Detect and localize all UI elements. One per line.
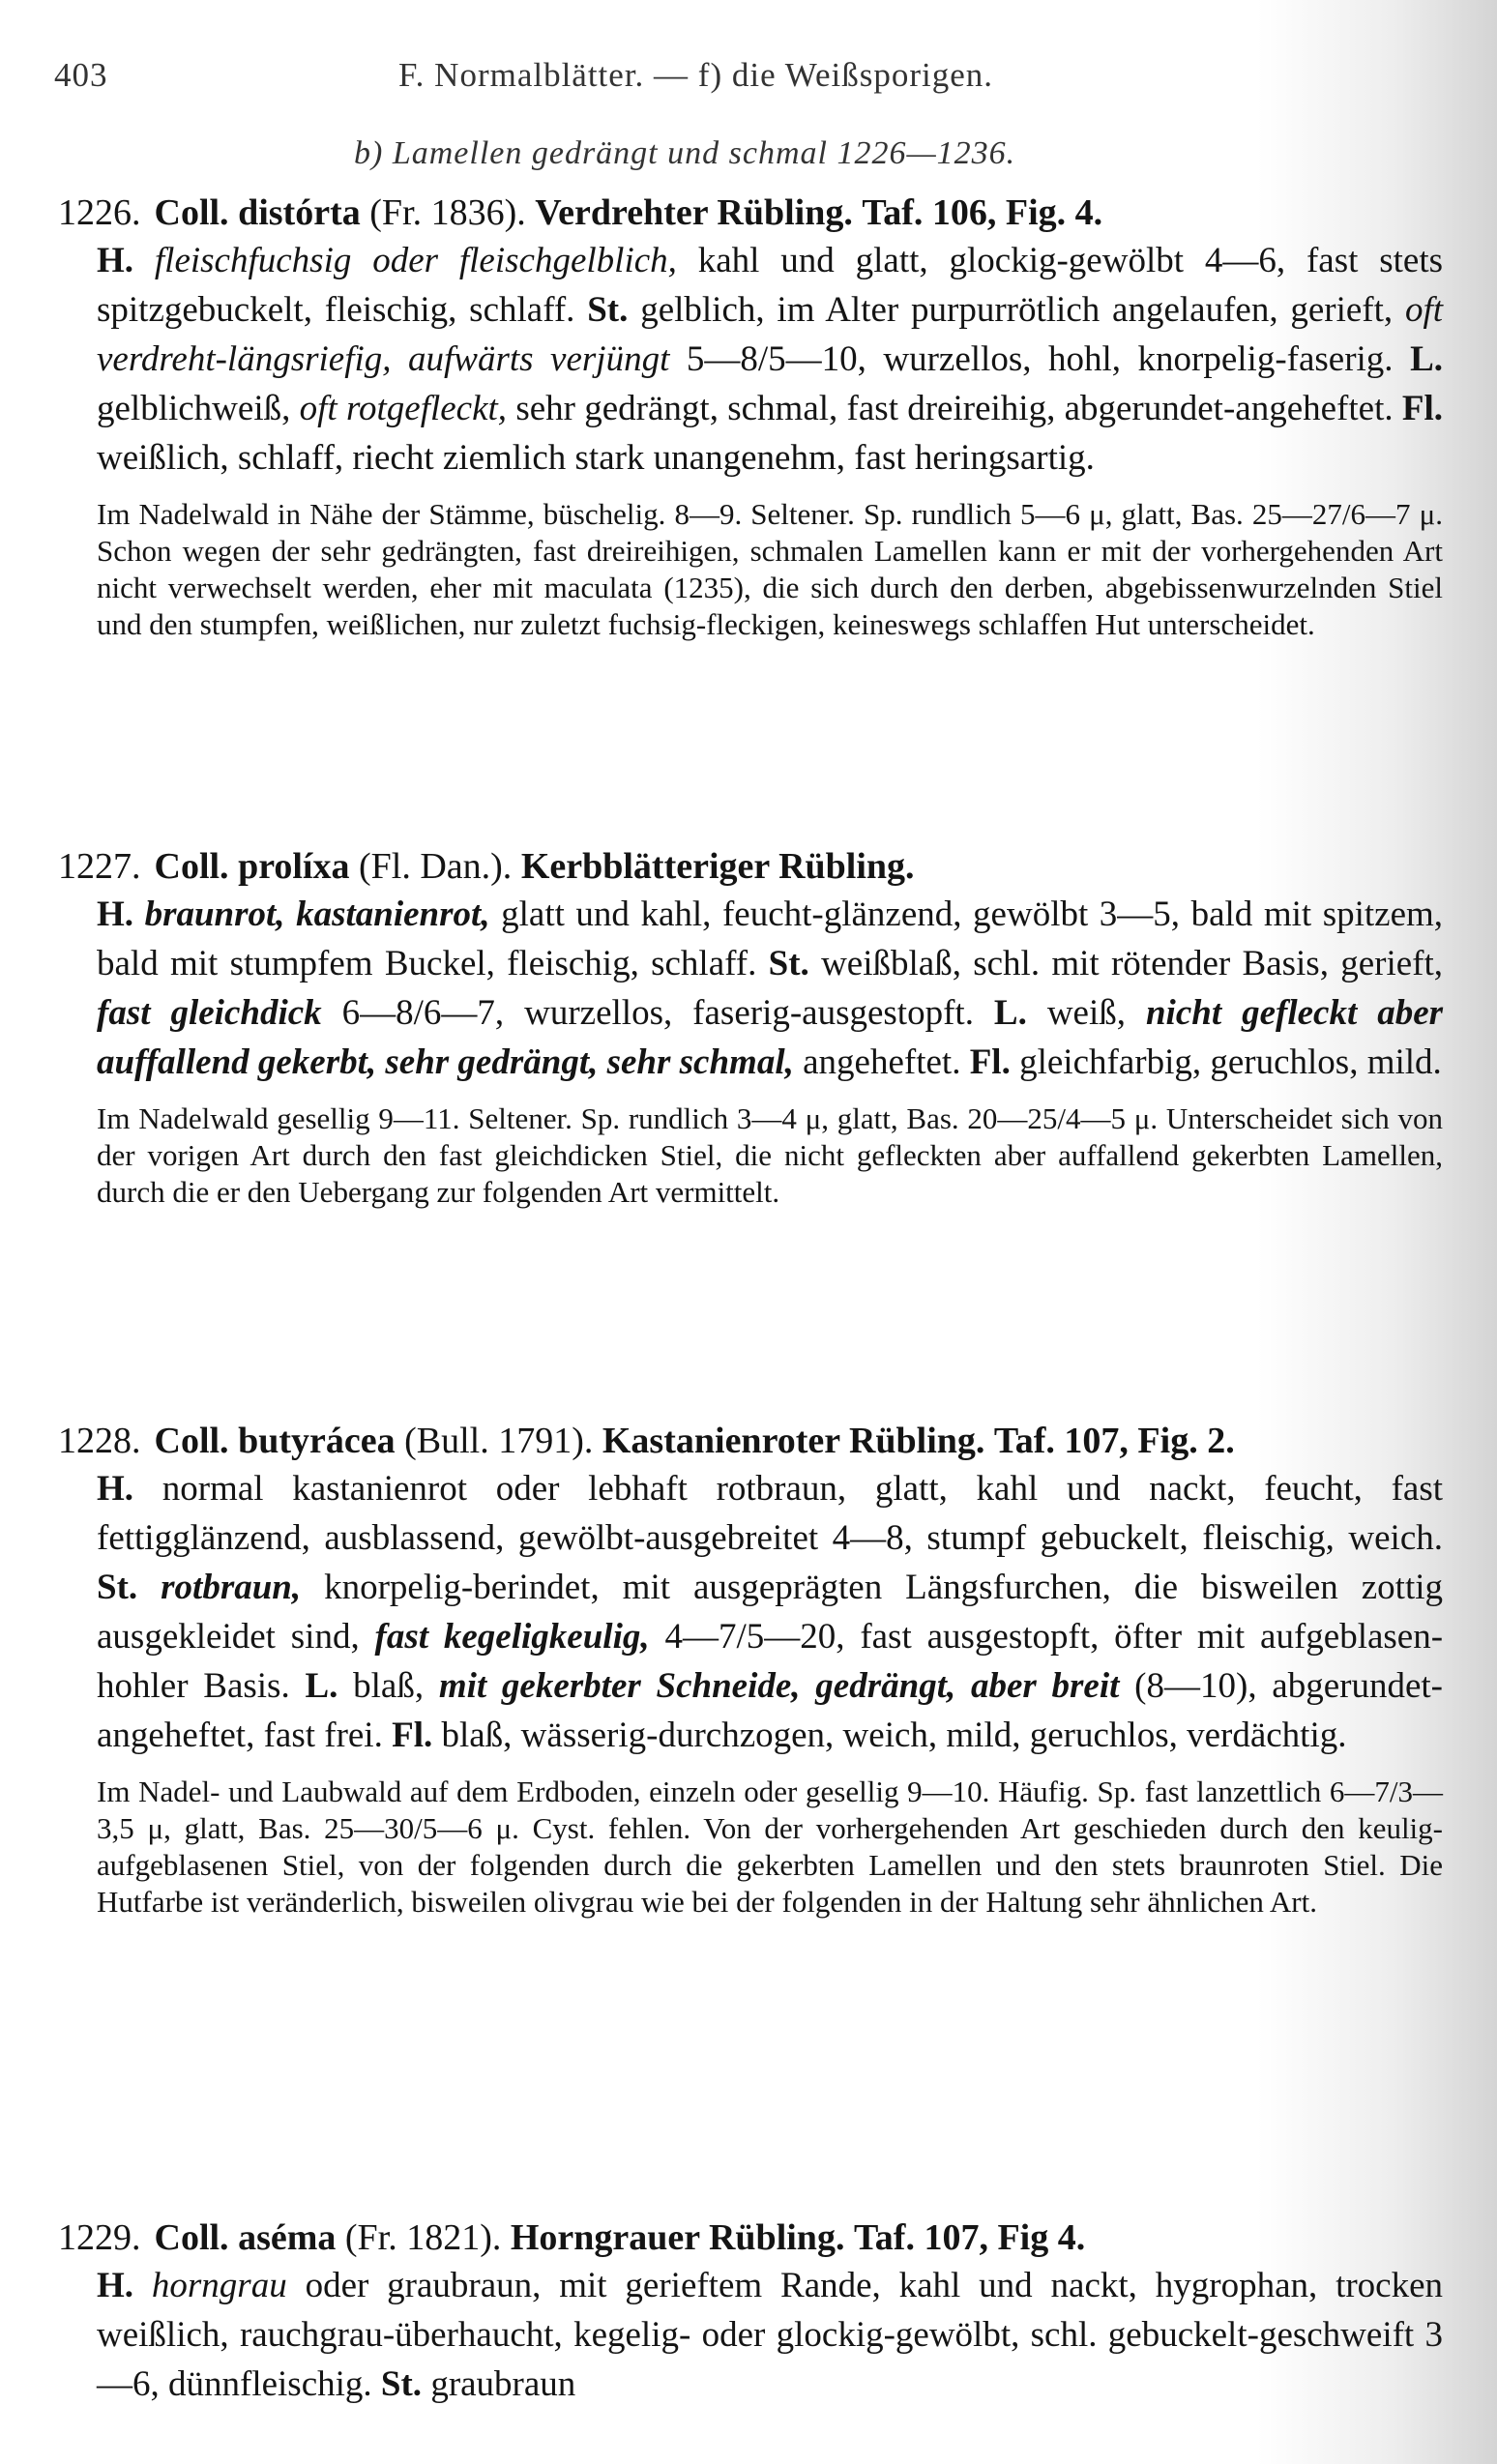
entry-number: 1228. (58, 1421, 141, 1461)
genus: Coll. (154, 1421, 229, 1461)
entry-1229 (58, 2215, 1444, 2409)
desc-text: 4—7/5—20, fast ausgestopft, öfter mit aufgeblasen-hohler Basis. (97, 1617, 1444, 1706)
desc-text: gelblich, im Alter purpurrötlich angelaufen, gerieft, (640, 290, 1394, 330)
desc-text: weißlich, schlaff, riecht ziemlich stark unangenehm, fast heringsartig. (97, 438, 1095, 478)
desc-text: horngrau (151, 2266, 287, 2305)
desc-text: graubraun (430, 2364, 576, 2404)
desc-text: mit gekerbter Schneide, gedrängt, aber breit (438, 1666, 1120, 1706)
authority: (Fl. Dan.). (359, 846, 513, 887)
desc-text: fast gleichdick (97, 993, 322, 1033)
desc-text: fleischfuchsig oder fleischgelblich, (154, 241, 677, 280)
entry-heading (58, 190, 1443, 236)
entry-note (97, 1100, 1443, 1211)
desc-text: knorpelig-berindet, mit ausgeprägten Längsfurchen, die bisweilen zottig ausgekleidet sind, (97, 1568, 1444, 1657)
entry-note (97, 496, 1443, 643)
entry-1228 (58, 1418, 1444, 1921)
note-text: Im Nadelwald in Nähe der Stämme, büschelig. 8—9. Seltener. Sp. rundlich 5—6 μ, glatt, Bas. 25—27/6—7 μ. Schon wegen der sehr gedrängten, fast dreireihigen, schmalen Lamellen kann er mit der vorhergehenden Art nicht verwechselt werden, eher mit maculata (1235), die sich durch den derben, abgebissenwurzelnden Stiel und den stumpfen, weißlichen, nur zuletzt fuchsig-fleckigen, keineswegs schlaffen Hut unterscheidet. (97, 497, 1443, 641)
label-stiel: St. (587, 290, 629, 330)
page-number: 403 (54, 56, 108, 94)
entry-heading (58, 2215, 1443, 2261)
note-text: Im Nadelwald gesellig 9—11. Seltener. Sp. rundlich 3—4 μ, glatt, Bas. 20—25/4—5 μ. Unterscheidet sich von der vorigen Art durch den fast gleichdicken Stiel, die nicht gefleckten aber auffallend gekerbten Lamellen, durch die er den Uebergang zur folgenden Art vermittelt. (97, 1101, 1443, 1209)
note-text: Im Nadel- und Laubwald auf dem Erdboden, einzeln oder gesellig 9—10. Häufig. Sp. fast lanzettlich 6—7/3—3,5 μ, glatt, Bas. 25—30/5—6 μ. Cyst. fehlen. Von der vorhergehenden Art geschieden durch den keulig-aufgeblasenen Stiel, von der folgenden durch die gekerbten Lamellen und den stets braunroten Stiel. Die Hutfarbe ist veränderlich, bisweilen olivgrau wie bei der folgenden in der Haltung sehr ähnlichen Art. (97, 1775, 1443, 1919)
desc-text: fast kegeligkeulig, (374, 1617, 650, 1657)
species-epithet: prolíxa (238, 846, 350, 887)
entry-description (97, 890, 1443, 1087)
label-hut: H. (97, 1469, 134, 1509)
desc-text: 5—8/5—10, wurzellos, hohl, knorpelig-faserig. (686, 339, 1394, 379)
authority: (Fr. 1821). (344, 2217, 502, 2258)
desc-text: blaß, (353, 1666, 425, 1706)
desc-text: normal kastanienrot oder lebhaft rotbraun, glatt, kahl und nackt, feucht, fast fettigglänzend, ausblassend, gewölbt-ausgebreitet 4—8, stumpf gebuckelt, fleischig, weich. (97, 1469, 1443, 1558)
entry-description (97, 1464, 1443, 1760)
label-lamellen: L. (993, 993, 1027, 1033)
common-name: Kerbblätteriger Rübling. (520, 846, 915, 887)
plate-reference: Taf. 107, Fig. 2. (993, 1421, 1235, 1461)
label-fleisch: Fl. (969, 1042, 1011, 1082)
running-title: F. Normalblätter. — f) die Weißsporigen. (398, 56, 994, 94)
entry-1227 (58, 843, 1444, 1211)
plate-reference: Taf. 107, Fig 4. (853, 2217, 1086, 2258)
desc-text: braunrot, kastanienrot, (144, 895, 490, 934)
desc-text: weiß, (1046, 993, 1127, 1033)
label-stiel: St. (768, 944, 809, 983)
label-lamellen: L. (1410, 339, 1443, 379)
authority: (Bull. 1791). (404, 1421, 594, 1461)
desc-text: 6—8/6—7, wurzellos, faserig-ausgestopft. (341, 993, 974, 1033)
label-stiel: St. (380, 2364, 423, 2404)
label-hut: H. (97, 895, 134, 934)
entry-number: 1227. (58, 846, 141, 887)
page-header (54, 56, 1437, 95)
common-name: Verdrehter Rübling. (535, 192, 853, 233)
desc-text: oft verdreht-längsriefig, aufwärts verjüngt (97, 290, 1444, 379)
entry-description (97, 236, 1443, 483)
desc-text: gelblichweiß, (97, 389, 291, 428)
entry-1226 (58, 190, 1444, 643)
species-epithet: butyrácea (238, 1421, 396, 1461)
desc-text: glatt und kahl, feucht-glänzend, gewölbt 3—5, bald mit spitzem, bald mit stumpfem Buckel, fleischig, schlaff. (97, 895, 1444, 983)
label-fleisch: Fl. (1401, 389, 1444, 428)
genus: Coll. (154, 2217, 229, 2258)
species-epithet: distórta (238, 192, 361, 233)
desc-text: oder graubraun, mit gerieftem Rande, kahl und nackt, hygrophan, trocken weißlich, rauchgrau-überhaucht, kegelig- oder glockig-gewölbt, schl. gebuckelt-geschweift 3—6, dünnfleischig. (97, 2266, 1444, 2404)
desc-text: rotbraun, (161, 1568, 302, 1607)
desc-text: blaß, wässerig-durchzogen, weich, mild, geruchlos, verdächtig. (441, 1716, 1347, 1755)
desc-text: angeheftet. (803, 1042, 961, 1082)
desc-text: gleichfarbig, geruchlos, mild. (1019, 1042, 1442, 1082)
section-subheading: b) Lamellen gedrängt und schmal 1226—1236. (354, 135, 1016, 171)
genus: Coll. (154, 192, 229, 233)
label-lamellen: L. (305, 1666, 338, 1706)
common-name: Kastanienroter Rübling. (602, 1421, 985, 1461)
plate-reference: Taf. 106, Fig. 4. (862, 192, 1103, 233)
genus: Coll. (154, 846, 229, 887)
label-hut: H. (97, 241, 134, 280)
label-stiel: St. (97, 1568, 138, 1607)
entry-number: 1229. (58, 2217, 141, 2258)
entry-description (97, 2261, 1443, 2409)
desc-text: sehr gedrängt, schmal, fast dreireihig, abgerundet-angeheftet. (515, 389, 1394, 428)
entry-number: 1226. (58, 192, 141, 233)
desc-text: kahl und glatt, glockig-gewölbt 4—6, fast stets spitzgebuckelt, fleischig, schlaff. (97, 241, 1444, 330)
label-hut: H. (97, 2266, 134, 2305)
entry-heading (58, 1418, 1443, 1464)
authority: (Fr. 1836). (369, 192, 526, 233)
entry-heading (58, 843, 1443, 890)
species-epithet: aséma (238, 2217, 337, 2258)
entry-note (97, 1774, 1443, 1921)
label-fleisch: Fl. (392, 1716, 433, 1755)
desc-text: weißblaß, schl. mit rötender Basis, gerieft, (821, 944, 1444, 983)
desc-text: oft rotgefleckt, (299, 389, 508, 428)
desc-text: nicht gefleckt aber auffallend gekerbt, sehr gedrängt, sehr schmal, (97, 993, 1444, 1082)
desc-text: (8—10), abgerundet-angeheftet, fast frei. (97, 1666, 1443, 1755)
common-name: Horngrauer Rübling. (510, 2217, 845, 2258)
